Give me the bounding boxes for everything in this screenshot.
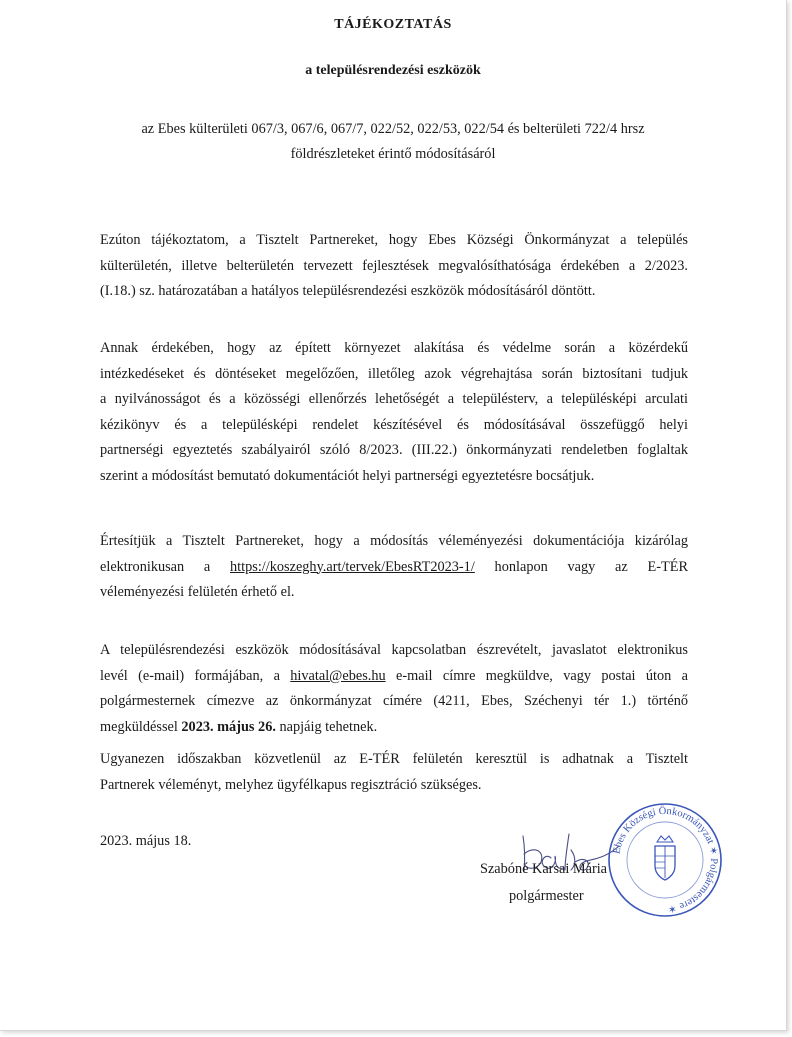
paragraph-purpose: [100, 336, 688, 490]
paragraph-line: (I.18.) sz. határozatában a hatályos településrendezési eszközök módosításáról döntött.: [100, 283, 596, 300]
paragraph-line: partnerségi egyeztetés szabályairól szóló 8/2023. (III.22.) önkormányzati rendeletben foglaltak: [100, 442, 688, 459]
paragraph-line: szerint a módosítást bemutató dokumentációt helyi partnerségi egyeztetésre bocsátjuk.: [100, 467, 595, 484]
paragraph-submission: [100, 638, 688, 740]
document-title: TÁJÉKOZTATÁS: [334, 17, 452, 32]
paragraph-line: a nyilvánosságot és a közösségi ellenőrzés lehetőségét a településterv, a településképi arculati: [100, 391, 688, 408]
document-subtitle: a településrendezési eszközök: [305, 63, 481, 78]
text-segment: elektronikusan a: [100, 558, 231, 575]
documentation-link[interactable]: https://koszeghy.art/tervek/EbesRT2023-1/: [230, 558, 475, 575]
paragraph-line: [100, 555, 688, 581]
paragraph-line: [100, 715, 688, 741]
paragraph-line: [100, 664, 688, 690]
paragraph-line: Partnerek véleményt, melyhez ügyfélkapus regisztráció szükséges.: [100, 776, 482, 793]
paragraph-line: intézkedéseket és döntéseket megelőzően, illetőleg azok végrehajtása során biztosítani tudjuk: [100, 365, 688, 382]
subject-line: az Ebes külterületi 067/3, 067/6, 067/7, 022/52, 022/53, 022/54 és belterületi 722/4 hrsz: [141, 121, 645, 137]
paragraph-line: Ezúton tájékoztatom, a Tisztelt Partnereket, hogy Ebes Községi Önkormányzat a település: [100, 232, 688, 248]
paragraph-line: kézikönyv és a településképi rendelet készítésével és módosításával összefüggő helyi: [100, 416, 688, 433]
text-segment: honlapon vagy az E-TÉR: [474, 558, 688, 575]
subject-line: földrészleteket érintő módosításáról: [290, 146, 496, 162]
text-segment: levél (e-mail) formájában, a: [100, 667, 291, 684]
svg-text:Ebes Községi Önkormányzat ✶ Po: Ebes Községi Önkormányzat ✶ Polgármestere ✶: [611, 805, 720, 915]
paragraph-intro: [100, 228, 688, 305]
paragraph-availability: [100, 529, 688, 606]
paragraph-eter: [100, 747, 688, 798]
text-segment: napjáig tehetnek.: [275, 718, 378, 735]
official-seal-stamp: [605, 800, 725, 920]
text-segment: e-mail címre megküldve, vagy postai úton a: [385, 667, 689, 684]
paragraph-line: polgármesternek címezve az önkormányzat címére (4211, Ebes, Széchenyi tér 1.) történő: [100, 693, 688, 710]
paragraph-line: Ugyanezen időszakban közvetlenül az E-TÉR felületén keresztül is adhatnak a Tisztelt: [100, 751, 688, 767]
paragraph-line: Értesítjük a Tisztelt Partnereket, hogy a módosítás véleményezési dokumentációja kizárólag: [100, 533, 688, 549]
deadline-date: 2023. május 26.: [181, 718, 276, 735]
document-subject: [0, 117, 786, 167]
signer-name: Szabóné Karsai Mária: [480, 861, 608, 877]
paragraph-line: Annak érdekében, hogy az épített környezet alakítása és védelme során a közérdekű: [100, 340, 688, 356]
paragraph-line: külterületén, illetve belterületén tervezett fejlesztések megvalósíthatósága érdekében a 2/2023.: [100, 257, 688, 274]
text-segment: megküldéssel: [100, 718, 182, 735]
signer-role: polgármester: [509, 888, 584, 904]
paragraph-line: véleményezési felületén érhető el.: [100, 584, 295, 601]
document-date: 2023. május 18.: [100, 833, 192, 849]
email-link[interactable]: hivatal@ebes.hu: [290, 667, 386, 684]
paragraph-line: A településrendezési eszközök módosításával kapcsolatban észrevételt, javaslatot elektronikus: [100, 642, 688, 658]
